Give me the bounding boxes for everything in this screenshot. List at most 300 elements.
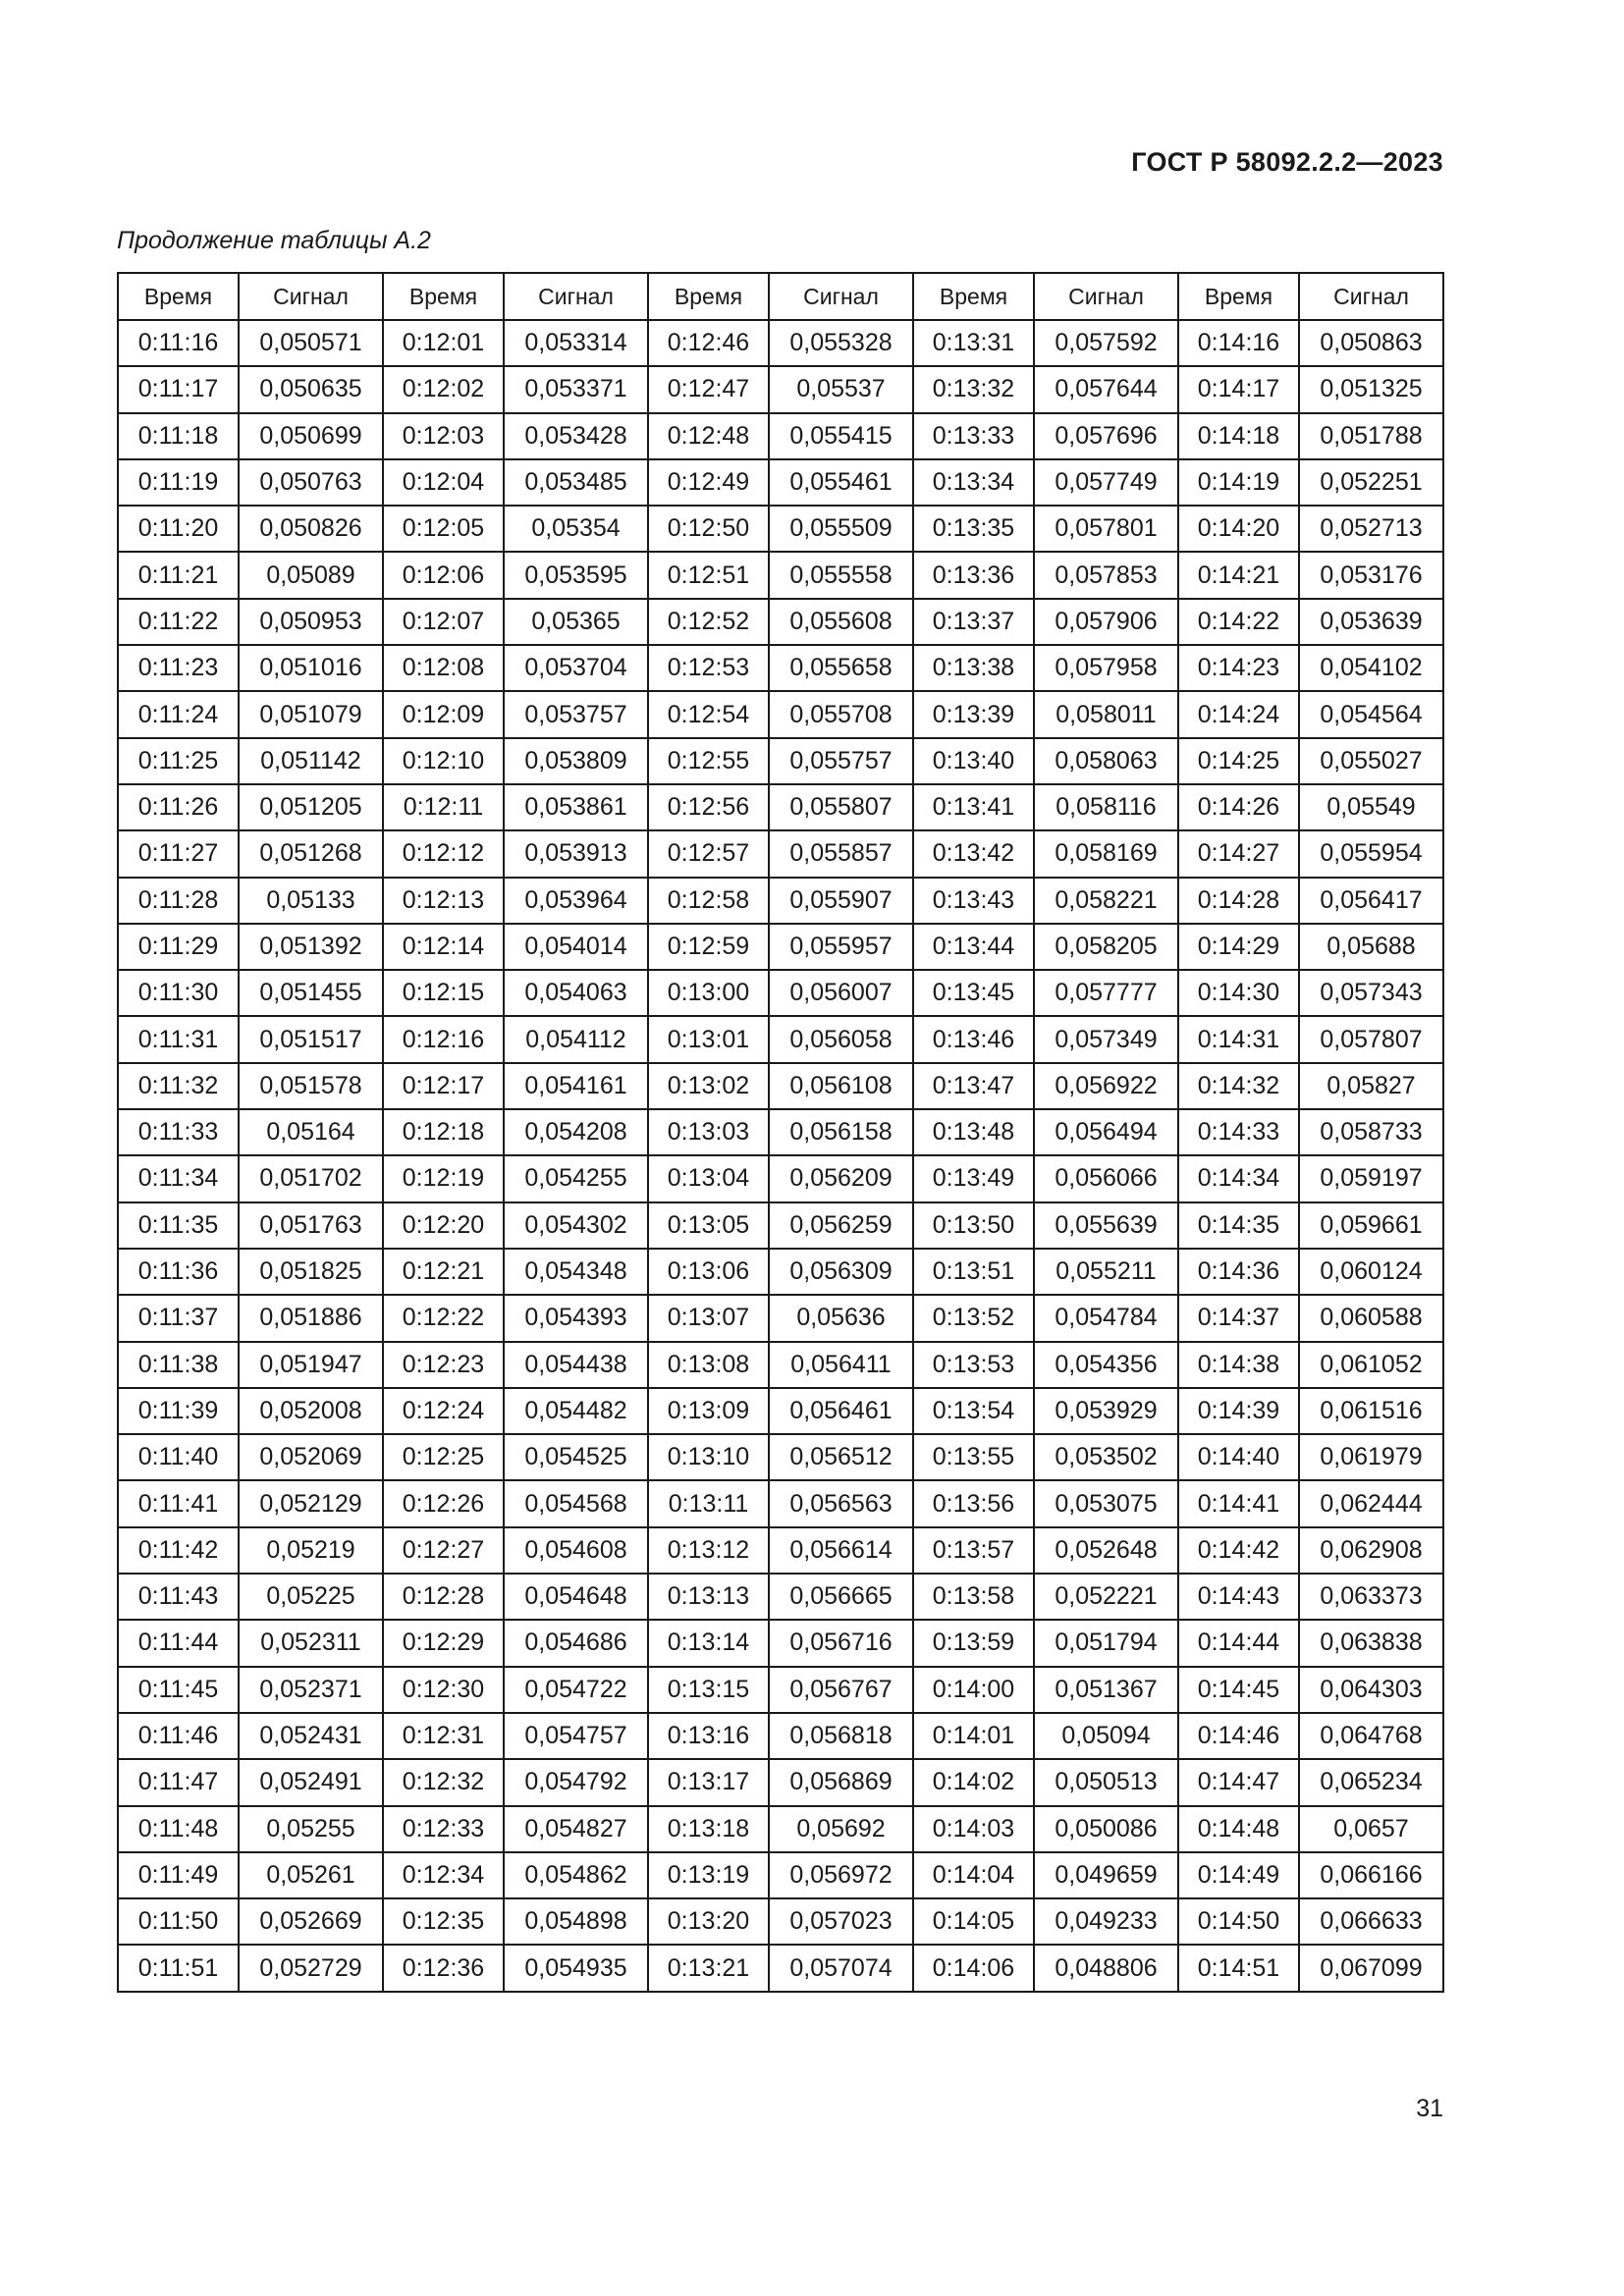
- cell-time: 0:11:25: [118, 738, 239, 784]
- cell-signal: 0,05133: [239, 878, 383, 924]
- cell-signal: 0,057777: [1034, 970, 1178, 1016]
- table-row: [118, 1620, 1443, 1666]
- cell-time: 0:14:37: [1178, 1295, 1299, 1341]
- cell-signal: 0,053929: [1034, 1388, 1178, 1434]
- cell-time: 0:14:50: [1178, 1898, 1299, 1945]
- cell-signal: 0,05692: [769, 1806, 913, 1852]
- cell-time: 0:12:56: [648, 784, 769, 830]
- cell-signal: 0,053809: [504, 738, 648, 784]
- cell-signal: 0,054102: [1299, 645, 1443, 691]
- cell-time: 0:11:36: [118, 1249, 239, 1295]
- cell-signal: 0,054648: [504, 1574, 648, 1620]
- cell-time: 0:13:32: [913, 366, 1034, 412]
- cell-signal: 0,057807: [1299, 1016, 1443, 1062]
- cell-signal: 0,054302: [504, 1202, 648, 1249]
- cell-time: 0:12:35: [383, 1898, 504, 1945]
- cell-time: 0:14:39: [1178, 1388, 1299, 1434]
- cell-time: 0:14:44: [1178, 1620, 1299, 1666]
- table-row: [118, 1806, 1443, 1852]
- cell-signal: 0,055415: [769, 413, 913, 459]
- cell-signal: 0,05636: [769, 1295, 913, 1341]
- cell-time: 0:11:49: [118, 1852, 239, 1898]
- table-row: [118, 738, 1443, 784]
- cell-signal: 0,05089: [239, 552, 383, 598]
- cell-signal: 0,058205: [1034, 924, 1178, 970]
- cell-signal: 0,049233: [1034, 1898, 1178, 1945]
- cell-signal: 0,066633: [1299, 1898, 1443, 1945]
- cell-time: 0:13:18: [648, 1806, 769, 1852]
- cell-time: 0:13:42: [913, 830, 1034, 877]
- cell-signal: 0,05365: [504, 599, 648, 645]
- cell-signal: 0,057349: [1034, 1016, 1178, 1062]
- table-row: [118, 645, 1443, 691]
- cell-time: 0:14:30: [1178, 970, 1299, 1016]
- cell-time: 0:13:07: [648, 1295, 769, 1341]
- cell-time: 0:13:46: [913, 1016, 1034, 1062]
- table-row: [118, 1574, 1443, 1620]
- cell-time: 0:14:27: [1178, 830, 1299, 877]
- cell-time: 0:13:12: [648, 1527, 769, 1574]
- cell-signal: 0,056417: [1299, 878, 1443, 924]
- cell-time: 0:14:01: [913, 1713, 1034, 1759]
- cell-signal: 0,052713: [1299, 506, 1443, 552]
- cell-time: 0:12:51: [648, 552, 769, 598]
- cell-signal: 0,05354: [504, 506, 648, 552]
- cell-signal: 0,057343: [1299, 970, 1443, 1016]
- cell-signal: 0,05549: [1299, 784, 1443, 830]
- cell-signal: 0,056066: [1034, 1155, 1178, 1201]
- cell-signal: 0,05225: [239, 1574, 383, 1620]
- table-row: [118, 1063, 1443, 1109]
- cell-time: 0:12:17: [383, 1063, 504, 1109]
- cell-signal: 0,054525: [504, 1434, 648, 1480]
- column-header-time: Время: [383, 273, 504, 320]
- cell-time: 0:14:31: [1178, 1016, 1299, 1062]
- table-row: [118, 691, 1443, 737]
- cell-signal: 0,050513: [1034, 1759, 1178, 1805]
- cell-signal: 0,056411: [769, 1342, 913, 1388]
- cell-time: 0:13:21: [648, 1945, 769, 1991]
- cell-time: 0:14:25: [1178, 738, 1299, 784]
- cell-signal: 0,056767: [769, 1667, 913, 1713]
- table-row: [118, 1759, 1443, 1805]
- cell-time: 0:12:58: [648, 878, 769, 924]
- table-row: [118, 1295, 1443, 1341]
- table-row: [118, 830, 1443, 877]
- cell-signal: 0,055639: [1034, 1202, 1178, 1249]
- cell-time: 0:11:17: [118, 366, 239, 412]
- cell-time: 0:14:32: [1178, 1063, 1299, 1109]
- cell-signal: 0,055027: [1299, 738, 1443, 784]
- cell-time: 0:13:10: [648, 1434, 769, 1480]
- cell-signal: 0,054722: [504, 1667, 648, 1713]
- cell-signal: 0,055807: [769, 784, 913, 830]
- cell-time: 0:14:33: [1178, 1109, 1299, 1155]
- cell-signal: 0,052371: [239, 1667, 383, 1713]
- cell-time: 0:14:34: [1178, 1155, 1299, 1201]
- cell-time: 0:12:53: [648, 645, 769, 691]
- cell-time: 0:14:00: [913, 1667, 1034, 1713]
- cell-signal: 0,053502: [1034, 1434, 1178, 1480]
- cell-time: 0:12:05: [383, 506, 504, 552]
- cell-time: 0:11:37: [118, 1295, 239, 1341]
- cell-signal: 0,062444: [1299, 1480, 1443, 1526]
- cell-signal: 0,053428: [504, 413, 648, 459]
- cell-signal: 0,056007: [769, 970, 913, 1016]
- cell-signal: 0,054161: [504, 1063, 648, 1109]
- cell-time: 0:13:55: [913, 1434, 1034, 1480]
- cell-time: 0:11:43: [118, 1574, 239, 1620]
- cell-signal: 0,05688: [1299, 924, 1443, 970]
- cell-time: 0:12:22: [383, 1295, 504, 1341]
- cell-signal: 0,054063: [504, 970, 648, 1016]
- cell-signal: 0,061516: [1299, 1388, 1443, 1434]
- cell-time: 0:12:46: [648, 320, 769, 366]
- cell-time: 0:11:42: [118, 1527, 239, 1574]
- cell-time: 0:12:48: [648, 413, 769, 459]
- cell-signal: 0,051788: [1299, 413, 1443, 459]
- cell-time: 0:13:38: [913, 645, 1034, 691]
- cell-time: 0:11:35: [118, 1202, 239, 1249]
- cell-signal: 0,051268: [239, 830, 383, 877]
- cell-signal: 0,05827: [1299, 1063, 1443, 1109]
- cell-time: 0:14:43: [1178, 1574, 1299, 1620]
- cell-signal: 0,054792: [504, 1759, 648, 1805]
- cell-time: 0:11:19: [118, 459, 239, 506]
- table-row: [118, 784, 1443, 830]
- cell-time: 0:11:40: [118, 1434, 239, 1480]
- cell-signal: 0,053964: [504, 878, 648, 924]
- cell-signal: 0,058221: [1034, 878, 1178, 924]
- cell-signal: 0,063373: [1299, 1574, 1443, 1620]
- cell-signal: 0,052311: [239, 1620, 383, 1666]
- cell-signal: 0,057958: [1034, 645, 1178, 691]
- cell-time: 0:14:04: [913, 1852, 1034, 1898]
- cell-signal: 0,053639: [1299, 599, 1443, 645]
- cell-time: 0:14:41: [1178, 1480, 1299, 1526]
- cell-signal: 0,058169: [1034, 830, 1178, 877]
- cell-time: 0:13:54: [913, 1388, 1034, 1434]
- cell-signal: 0,050086: [1034, 1806, 1178, 1852]
- cell-signal: 0,051578: [239, 1063, 383, 1109]
- cell-signal: 0,056512: [769, 1434, 913, 1480]
- cell-signal: 0,057749: [1034, 459, 1178, 506]
- cell-signal: 0,05219: [239, 1527, 383, 1574]
- cell-signal: 0,051392: [239, 924, 383, 970]
- cell-time: 0:11:38: [118, 1342, 239, 1388]
- cell-signal: 0,051205: [239, 784, 383, 830]
- cell-signal: 0,050571: [239, 320, 383, 366]
- cell-time: 0:14:19: [1178, 459, 1299, 506]
- column-header-time: Время: [118, 273, 239, 320]
- cell-signal: 0,059661: [1299, 1202, 1443, 1249]
- cell-signal: 0,056309: [769, 1249, 913, 1295]
- table-row: [118, 1016, 1443, 1062]
- cell-time: 0:11:22: [118, 599, 239, 645]
- table-row: [118, 366, 1443, 412]
- cell-signal: 0,051702: [239, 1155, 383, 1201]
- table-row: [118, 1852, 1443, 1898]
- cell-time: 0:12:24: [383, 1388, 504, 1434]
- cell-signal: 0,057074: [769, 1945, 913, 1991]
- cell-time: 0:11:21: [118, 552, 239, 598]
- cell-time: 0:13:45: [913, 970, 1034, 1016]
- cell-signal: 0,054568: [504, 1480, 648, 1526]
- cell-signal: 0,061979: [1299, 1434, 1443, 1480]
- cell-time: 0:14:38: [1178, 1342, 1299, 1388]
- cell-time: 0:12:57: [648, 830, 769, 877]
- cell-signal: 0,056818: [769, 1713, 913, 1759]
- cell-signal: 0,056058: [769, 1016, 913, 1062]
- cell-time: 0:13:40: [913, 738, 1034, 784]
- cell-time: 0:14:18: [1178, 413, 1299, 459]
- cell-time: 0:13:52: [913, 1295, 1034, 1341]
- cell-time: 0:14:35: [1178, 1202, 1299, 1249]
- cell-signal: 0,054608: [504, 1527, 648, 1574]
- table-row: [118, 459, 1443, 506]
- cell-time: 0:14:26: [1178, 784, 1299, 830]
- cell-time: 0:12:19: [383, 1155, 504, 1201]
- cell-time: 0:13:16: [648, 1713, 769, 1759]
- cell-signal: 0,057906: [1034, 599, 1178, 645]
- cell-time: 0:13:11: [648, 1480, 769, 1526]
- cell-signal: 0,050826: [239, 506, 383, 552]
- cell-time: 0:14:29: [1178, 924, 1299, 970]
- cell-signal: 0,058011: [1034, 691, 1178, 737]
- table-row: [118, 1388, 1443, 1434]
- cell-signal: 0,063838: [1299, 1620, 1443, 1666]
- cell-time: 0:11:41: [118, 1480, 239, 1526]
- cell-time: 0:14:46: [1178, 1713, 1299, 1759]
- cell-time: 0:12:04: [383, 459, 504, 506]
- cell-time: 0:11:27: [118, 830, 239, 877]
- cell-signal: 0,052221: [1034, 1574, 1178, 1620]
- cell-time: 0:13:37: [913, 599, 1034, 645]
- cell-time: 0:14:28: [1178, 878, 1299, 924]
- cell-signal: 0,050863: [1299, 320, 1443, 366]
- cell-signal: 0,050953: [239, 599, 383, 645]
- cell-time: 0:13:15: [648, 1667, 769, 1713]
- column-header-time: Время: [648, 273, 769, 320]
- cell-time: 0:13:39: [913, 691, 1034, 737]
- cell-signal: 0,055461: [769, 459, 913, 506]
- cell-time: 0:11:51: [118, 1945, 239, 1991]
- cell-signal: 0,057696: [1034, 413, 1178, 459]
- cell-signal: 0,056461: [769, 1388, 913, 1434]
- cell-signal: 0,056494: [1034, 1109, 1178, 1155]
- cell-time: 0:14:17: [1178, 366, 1299, 412]
- cell-time: 0:14:24: [1178, 691, 1299, 737]
- table-row: [118, 1945, 1443, 1991]
- cell-signal: 0,056259: [769, 1202, 913, 1249]
- cell-signal: 0,054935: [504, 1945, 648, 1991]
- cell-time: 0:12:08: [383, 645, 504, 691]
- cell-signal: 0,0657: [1299, 1806, 1443, 1852]
- cell-time: 0:14:40: [1178, 1434, 1299, 1480]
- cell-time: 0:11:20: [118, 506, 239, 552]
- cell-signal: 0,055954: [1299, 830, 1443, 877]
- cell-time: 0:13:56: [913, 1480, 1034, 1526]
- cell-time: 0:13:01: [648, 1016, 769, 1062]
- cell-signal: 0,057853: [1034, 552, 1178, 598]
- cell-time: 0:12:47: [648, 366, 769, 412]
- cell-signal: 0,053314: [504, 320, 648, 366]
- cell-signal: 0,051142: [239, 738, 383, 784]
- cell-time: 0:12:52: [648, 599, 769, 645]
- cell-signal: 0,054348: [504, 1249, 648, 1295]
- cell-signal: 0,050699: [239, 413, 383, 459]
- table-row: [118, 1109, 1443, 1155]
- cell-signal: 0,061052: [1299, 1342, 1443, 1388]
- cell-signal: 0,052251: [1299, 459, 1443, 506]
- cell-time: 0:14:49: [1178, 1852, 1299, 1898]
- cell-time: 0:12:01: [383, 320, 504, 366]
- column-header-signal: Сигнал: [504, 273, 648, 320]
- cell-time: 0:11:31: [118, 1016, 239, 1062]
- cell-time: 0:13:49: [913, 1155, 1034, 1201]
- cell-time: 0:12:26: [383, 1480, 504, 1526]
- cell-time: 0:13:51: [913, 1249, 1034, 1295]
- table-row: [118, 924, 1443, 970]
- cell-signal: 0,055509: [769, 506, 913, 552]
- table-row: [118, 413, 1443, 459]
- cell-signal: 0,05537: [769, 366, 913, 412]
- cell-signal: 0,053371: [504, 366, 648, 412]
- cell-signal: 0,052008: [239, 1388, 383, 1434]
- cell-signal: 0,064303: [1299, 1667, 1443, 1713]
- cell-signal: 0,056614: [769, 1527, 913, 1574]
- cell-signal: 0,053704: [504, 645, 648, 691]
- cell-signal: 0,059197: [1299, 1155, 1443, 1201]
- cell-signal: 0,051886: [239, 1295, 383, 1341]
- cell-signal: 0,056209: [769, 1155, 913, 1201]
- cell-signal: 0,054112: [504, 1016, 648, 1062]
- cell-time: 0:11:29: [118, 924, 239, 970]
- cell-signal: 0,054438: [504, 1342, 648, 1388]
- table-header-row: [118, 273, 1443, 320]
- cell-time: 0:14:03: [913, 1806, 1034, 1852]
- column-header-time: Время: [1178, 273, 1299, 320]
- column-header-time: Время: [913, 273, 1034, 320]
- cell-time: 0:12:50: [648, 506, 769, 552]
- cell-signal: 0,056108: [769, 1063, 913, 1109]
- cell-time: 0:13:41: [913, 784, 1034, 830]
- cell-time: 0:12:12: [383, 830, 504, 877]
- cell-time: 0:12:15: [383, 970, 504, 1016]
- cell-signal: 0,056922: [1034, 1063, 1178, 1109]
- cell-signal: 0,052129: [239, 1480, 383, 1526]
- cell-time: 0:14:51: [1178, 1945, 1299, 1991]
- cell-signal: 0,055957: [769, 924, 913, 970]
- cell-time: 0:14:05: [913, 1898, 1034, 1945]
- cell-signal: 0,057023: [769, 1898, 913, 1945]
- table-row: [118, 599, 1443, 645]
- cell-time: 0:12:13: [383, 878, 504, 924]
- cell-signal: 0,053861: [504, 784, 648, 830]
- cell-signal: 0,05164: [239, 1109, 383, 1155]
- cell-signal: 0,051947: [239, 1342, 383, 1388]
- cell-signal: 0,065234: [1299, 1759, 1443, 1805]
- cell-time: 0:12:36: [383, 1945, 504, 1991]
- cell-signal: 0,049659: [1034, 1852, 1178, 1898]
- cell-time: 0:12:06: [383, 552, 504, 598]
- cell-time: 0:11:48: [118, 1806, 239, 1852]
- cell-signal: 0,053757: [504, 691, 648, 737]
- cell-time: 0:13:06: [648, 1249, 769, 1295]
- cell-time: 0:12:33: [383, 1806, 504, 1852]
- cell-signal: 0,054898: [504, 1898, 648, 1945]
- cell-time: 0:11:16: [118, 320, 239, 366]
- cell-time: 0:14:16: [1178, 320, 1299, 366]
- table-row: [118, 552, 1443, 598]
- cell-signal: 0,056716: [769, 1620, 913, 1666]
- cell-signal: 0,056563: [769, 1480, 913, 1526]
- cell-time: 0:14:22: [1178, 599, 1299, 645]
- cell-time: 0:13:33: [913, 413, 1034, 459]
- cell-signal: 0,058733: [1299, 1109, 1443, 1155]
- cell-time: 0:12:18: [383, 1109, 504, 1155]
- cell-time: 0:12:28: [383, 1574, 504, 1620]
- cell-signal: 0,060124: [1299, 1249, 1443, 1295]
- column-header-signal: Сигнал: [239, 273, 383, 320]
- cell-signal: 0,060588: [1299, 1295, 1443, 1341]
- cell-signal: 0,054862: [504, 1852, 648, 1898]
- cell-time: 0:13:20: [648, 1898, 769, 1945]
- cell-signal: 0,050763: [239, 459, 383, 506]
- cell-time: 0:13:50: [913, 1202, 1034, 1249]
- cell-signal: 0,055558: [769, 552, 913, 598]
- cell-time: 0:12:31: [383, 1713, 504, 1759]
- cell-time: 0:13:53: [913, 1342, 1034, 1388]
- table-row: [118, 1434, 1443, 1480]
- cell-signal: 0,053075: [1034, 1480, 1178, 1526]
- cell-time: 0:13:00: [648, 970, 769, 1016]
- cell-signal: 0,050635: [239, 366, 383, 412]
- cell-signal: 0,054784: [1034, 1295, 1178, 1341]
- cell-signal: 0,055608: [769, 599, 913, 645]
- cell-signal: 0,05094: [1034, 1713, 1178, 1759]
- cell-time: 0:13:47: [913, 1063, 1034, 1109]
- cell-signal: 0,051016: [239, 645, 383, 691]
- cell-time: 0:12:02: [383, 366, 504, 412]
- cell-signal: 0,057644: [1034, 366, 1178, 412]
- cell-time: 0:12:09: [383, 691, 504, 737]
- cell-time: 0:11:50: [118, 1898, 239, 1945]
- cell-signal: 0,055328: [769, 320, 913, 366]
- table-row: [118, 506, 1443, 552]
- cell-time: 0:12:54: [648, 691, 769, 737]
- cell-time: 0:11:26: [118, 784, 239, 830]
- cell-signal: 0,055907: [769, 878, 913, 924]
- cell-time: 0:12:29: [383, 1620, 504, 1666]
- cell-signal: 0,052491: [239, 1759, 383, 1805]
- page-number: 31: [1416, 2095, 1443, 2122]
- cell-signal: 0,057801: [1034, 506, 1178, 552]
- cell-signal: 0,064768: [1299, 1713, 1443, 1759]
- cell-time: 0:12:30: [383, 1667, 504, 1713]
- cell-time: 0:11:30: [118, 970, 239, 1016]
- column-header-signal: Сигнал: [769, 273, 913, 320]
- cell-time: 0:11:45: [118, 1667, 239, 1713]
- cell-signal: 0,051763: [239, 1202, 383, 1249]
- cell-signal: 0,052069: [239, 1434, 383, 1480]
- cell-time: 0:13:59: [913, 1620, 1034, 1666]
- cell-signal: 0,051079: [239, 691, 383, 737]
- cell-time: 0:13:08: [648, 1342, 769, 1388]
- cell-time: 0:12:32: [383, 1759, 504, 1805]
- cell-time: 0:12:21: [383, 1249, 504, 1295]
- cell-time: 0:13:02: [648, 1063, 769, 1109]
